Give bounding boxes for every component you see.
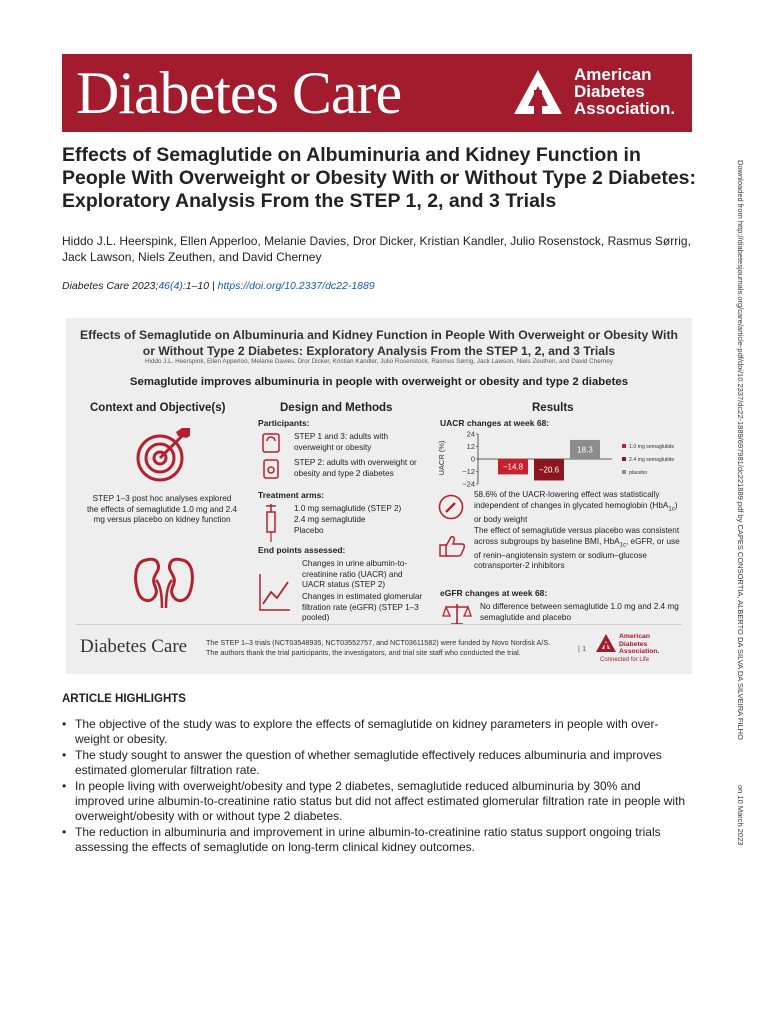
thumbs-up-icon [438, 534, 466, 558]
treatment-3: Placebo [294, 526, 324, 535]
ada-wordmark [574, 66, 675, 117]
results-heading: Results [532, 402, 574, 414]
y-tick-label: 12 [466, 442, 475, 451]
y-tick-label: −24 [462, 479, 475, 488]
abstract-divider [76, 624, 682, 625]
legend-label: 2.4 mg semaglutide [629, 457, 675, 463]
highlight-item: • The study sought to answer the question of whether semaglutide effectively reduces albuminuria and improves estimated glomerular filtration rate. [62, 748, 692, 778]
y-tick-label: −12 [462, 467, 475, 476]
bar-value-label: −20.6 [538, 465, 560, 475]
finding-2-part-2: , eGFR, or use of renin–angiotensin system or sodium–glucose cotransporter-2 inhibitors [474, 536, 680, 571]
citation [62, 280, 375, 292]
target-icon [132, 424, 196, 484]
finding-1-part-1: 58.6% of the UACR-lowering effect was statistically independent of changes in glycated hemoglobin (HbA [474, 490, 669, 510]
citation-pages: :1–10 [182, 280, 210, 292]
participants-label: Participants: [258, 418, 310, 428]
finding-2-sub: 1c [619, 542, 626, 549]
ada-logo-icon [512, 68, 564, 116]
abstract-journal: Diabetes Care [80, 636, 188, 657]
treatment-1: 1.0 mg semaglutide (STEP 2) [294, 504, 402, 513]
legend-swatch [622, 457, 626, 461]
graphical-abstract [66, 318, 692, 674]
glucose-meter-icon [262, 458, 280, 480]
ada-small-line-1: American [619, 633, 650, 640]
finding-1 [474, 490, 682, 525]
finding-1-part-2: ) or body weight [474, 500, 678, 524]
volume-link[interactable]: 46(4) [158, 280, 183, 292]
legend-swatch [622, 470, 626, 474]
finding-1-sub: 1c [668, 506, 675, 513]
ada-line-1: American [574, 65, 652, 84]
trend-chart-icon [258, 572, 292, 612]
ada-small-line-2: Diabetes [619, 640, 648, 648]
abstract-headline: Semaglutide improves albuminuria in people with overweight or obesity and type 2 diabetes [129, 376, 629, 388]
abstract-authors: Hiddo J.L. Heerspink, Ellen Apperloo, Melanie Davies, Dror Dicker, Kristian Kandler, Julio Rosenstock, Rasmus Sørrig, Jack Lawson, Niels Zeuthen, and David Cherney [145, 358, 613, 365]
citation-separator: | [209, 280, 218, 292]
doi-link[interactable]: https://doi.org/10.2337/dc22-1889 [217, 280, 375, 292]
journal-banner [62, 54, 692, 132]
legend-label: placebo [629, 470, 648, 476]
kidneys-icon [132, 554, 196, 610]
scale-icon [262, 432, 280, 454]
bar-value-label: −14.8 [502, 462, 524, 472]
uacr-label: UACR changes at week 68: [440, 418, 550, 428]
finding-2-part-1: The effect of semaglutide versus placebo was consistent across subgroups by baseline BMI, HbA [474, 526, 680, 546]
article-title: Effects of Semaglutide on Albuminuria and Kidney Function in People With Overweight or Obesity With or Without Type 2 Diabetes: Exploratory Analysis From the STEP 1, 2, and 3 Trials [62, 144, 697, 212]
pen-circle-icon [438, 494, 464, 520]
endpoint-2: Changes in estimated glomerular filtration rate (eGFR) (STEP 1–3 pooled) [302, 592, 423, 622]
legend-swatch [622, 444, 626, 448]
egfr-text: No difference between semaglutide 1.0 mg and 2.4 mg semaglutide and placebo [480, 602, 679, 622]
ada-tagline: Connected for Life [600, 657, 650, 663]
context-heading: Context and Objective(s) [90, 402, 226, 414]
egfr-label: eGFR changes at week 68: [440, 588, 548, 598]
finding-2 [474, 526, 684, 572]
highlights-heading: ARTICLE HIGHLIGHTS [62, 693, 186, 705]
download-sidebar [736, 160, 748, 880]
highlight-item: • In people living with overweight/obesity and type 2 diabetes, semaglutide reduced albuminuria by 30% and improved urine albumin-to-creatinine ratio status but did not affect estimated glomerular filtration rate in people with overweight/obesity with or without type 2 diabetes. [62, 779, 692, 824]
highlights-list [62, 717, 692, 856]
participants-1: STEP 1 and 3: adults with overweight or obesity [294, 432, 389, 452]
abstract-page: | 1 [578, 644, 587, 653]
citation-journal: Diabetes Care 2023; [62, 280, 159, 292]
download-note: Downloaded from http://diabetesjournals.org/care/article-pdf/doi/10.2337/dc22-1889/697981/dc221889.pdf by CAPES CONSORTIA, ALBERTO DA SILVA DA SILVEIRA FILHO [736, 160, 745, 740]
abstract-title: Effects of Semaglutide on Albuminuria and Kidney Function in People With Overweight or Obesity With or Without Type 2 Diabetes: Exploratory Analysis From the STEP 1, 2, and 3 Trials [80, 328, 678, 358]
download-date: on 10 March 2023 [736, 785, 745, 846]
ada-line-2: Diabetes [574, 82, 645, 101]
uacr-axis-label: UACR (%) [437, 440, 446, 476]
context-text: STEP 1–3 post hoc analyses explored the effects of semaglutide 1.0 mg and 2.4 mg versus placebo on kidney function [86, 494, 238, 524]
syringe-icon [264, 504, 278, 544]
ada-small-logo-icon [596, 634, 616, 652]
uacr-bar-chart [436, 428, 682, 488]
design-heading: Design and Methods [280, 402, 393, 414]
funding-note: The STEP 1–3 trials (NCT03548935, NCT03552757, and NCT03611582) were funded by Novo Nordisk A/S. The authors thank the trial participants, the investigators, and trial site staff who conducted the trial. [206, 638, 551, 657]
article-authors: Hiddo J.L. Heerspink, Ellen Apperloo, Melanie Davies, Dror Dicker, Kristian Kandler, Julio Rosenstock, Rasmus Sørrig, Jack Lawson, Niels Zeuthen, and David Cherney [62, 234, 691, 264]
highlight-item: • The objective of the study was to explore the effects of semaglutide on kidney parameters in people with over-weight or obesity. [62, 717, 692, 747]
balance-icon [442, 602, 472, 626]
ada-line-3: Association. [574, 99, 676, 118]
y-tick-label: 0 [470, 454, 475, 464]
legend-label: 1.0 mg semaglutide [629, 444, 675, 450]
journal-title: Diabetes Care [76, 60, 402, 126]
y-tick-label: 24 [466, 429, 475, 439]
ada-small-wordmark [619, 633, 659, 656]
participants-2: STEP 2: adults with overweight or obesity and type 2 diabetes [294, 458, 417, 478]
treatment-2: 2.4 mg semaglutide [294, 515, 366, 524]
endpoints-label: End points assessed: [258, 545, 346, 555]
endpoint-1: Changes in urine albumin-to-creatinine ratio (UACR) and UACR status (STEP 2) [302, 559, 408, 589]
bar-value-label: 18.3 [577, 445, 593, 455]
highlight-item: • The reduction in albuminuria and improvement in urine albumin-to-creatinine ratio status support ongoing trials assessing the effects of semaglutide on long-term clinical kidney outcomes. [62, 825, 692, 855]
ada-small-line-3: Association. [619, 648, 660, 655]
treatment-label: Treatment arms: [258, 490, 325, 500]
